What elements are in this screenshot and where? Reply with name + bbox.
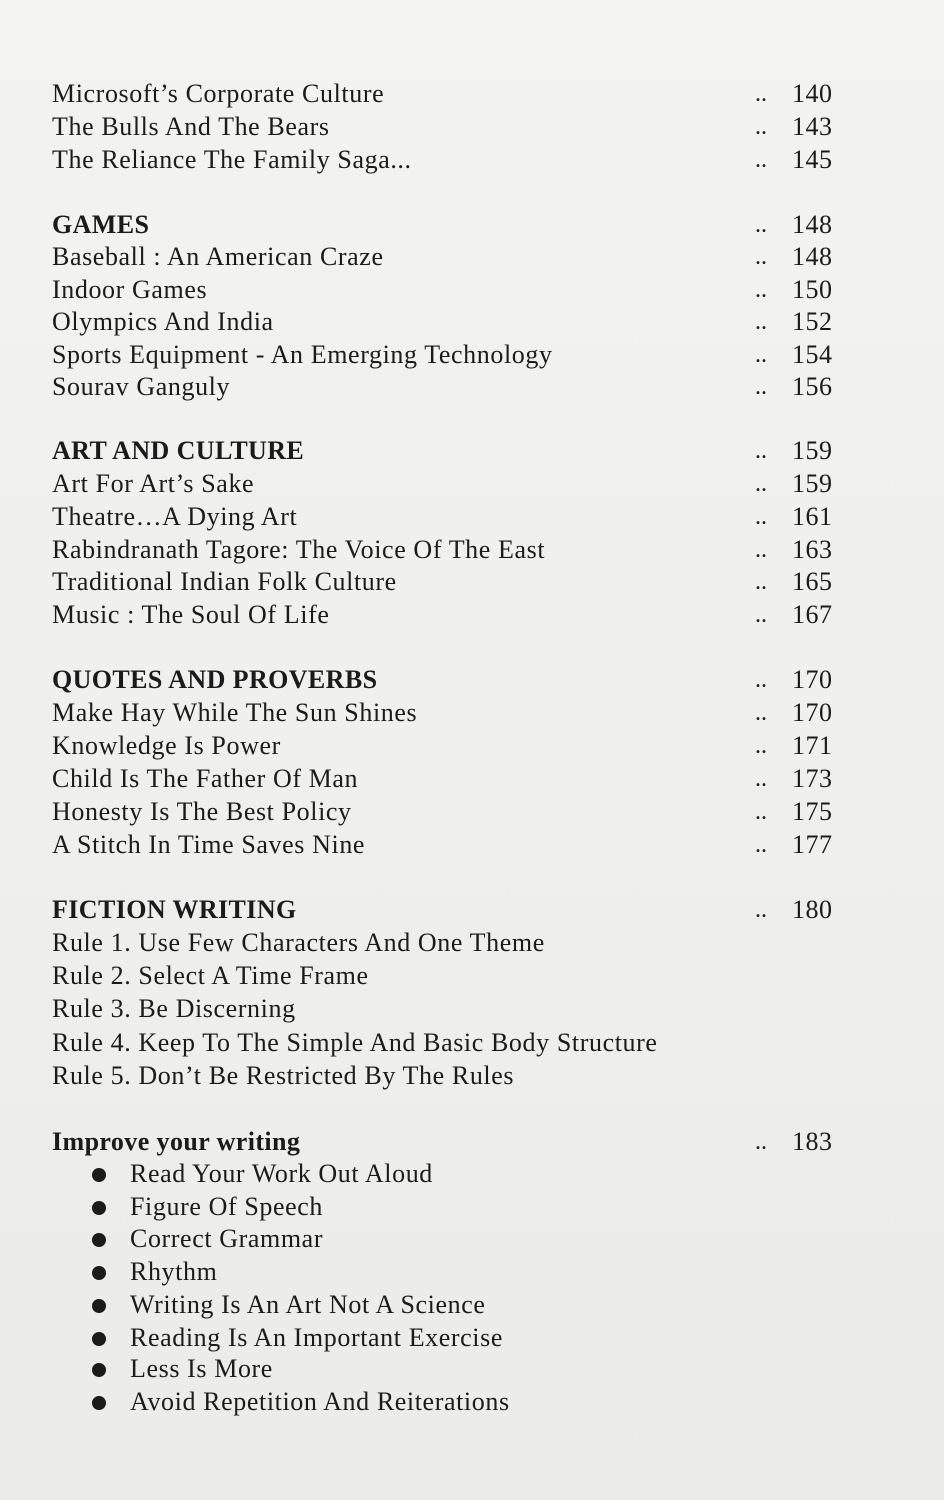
dot-leader: .. xyxy=(755,700,767,726)
entry-title: Baseball : An American Craze xyxy=(52,242,384,271)
entry-title: Rule 5. Don’t Be Restricted By The Rules xyxy=(52,1061,515,1090)
entry-page-number: 161 xyxy=(792,502,833,531)
entry-title: Microsoft’s Corporate Culture xyxy=(52,79,385,108)
dot-leader: .. xyxy=(755,147,767,173)
toc-entry xyxy=(50,241,850,273)
entry-title: Indoor Games xyxy=(52,275,208,304)
section-heading-games xyxy=(50,209,850,241)
entry-page-number: 173 xyxy=(792,764,833,793)
dot-leader: .. xyxy=(755,1129,767,1155)
entry-title: Knowledge Is Power xyxy=(52,731,281,760)
entry-title: Rule 3. Be Discerning xyxy=(52,994,296,1023)
dot-leader: .. xyxy=(755,277,767,303)
entry-title: Rule 4. Keep To The Simple And Basic Body Structure xyxy=(52,1028,658,1057)
bullet-item xyxy=(50,1353,850,1385)
entry-page-number: 177 xyxy=(792,830,833,859)
dot-leader: .. xyxy=(755,799,767,825)
entry-title: Make Hay While The Sun Shines xyxy=(52,698,418,727)
toc-entry xyxy=(50,534,850,566)
entry-page-number: 163 xyxy=(792,535,833,564)
entry-page-number: 156 xyxy=(792,372,833,401)
entry-title: Rabindranath Tagore: The Voice Of The East xyxy=(52,535,546,564)
entry-title: Rule 1. Use Few Characters And One Theme xyxy=(52,928,545,957)
bullet-icon xyxy=(92,1299,106,1313)
entry-title: Art For Art’s Sake xyxy=(52,469,255,498)
dot-leader: .. xyxy=(755,374,767,400)
entry-page-number: 152 xyxy=(792,307,833,336)
toc-entry xyxy=(50,697,850,729)
bullet-icon xyxy=(92,1332,106,1346)
dot-leader: .. xyxy=(755,114,767,140)
section-heading-title: ART AND CULTURE xyxy=(52,436,305,465)
section-heading-quotes-and-proverbs xyxy=(50,664,850,696)
entry-page-number: 165 xyxy=(792,567,833,596)
entry-title: Rule 2. Select A Time Frame xyxy=(52,961,369,990)
section-heading-title: Improve your writing xyxy=(52,1127,301,1156)
toc-entry xyxy=(50,78,850,110)
entry-title: Olympics And India xyxy=(52,307,274,336)
toc-entry xyxy=(50,796,850,828)
entry-page-number: 167 xyxy=(792,600,833,629)
entry-page-number: 145 xyxy=(792,145,833,174)
entry-title: Sports Equipment - An Emerging Technology xyxy=(52,340,553,369)
dot-leader: .. xyxy=(755,438,767,464)
dot-leader: .. xyxy=(755,81,767,107)
section-heading-improve-your-writing xyxy=(50,1126,850,1158)
section-heading-art-and-culture xyxy=(50,435,850,467)
entry-title: Sourav Ganguly xyxy=(52,372,231,401)
bullet-text: Correct Grammar xyxy=(130,1224,324,1253)
dot-leader: .. xyxy=(755,602,767,628)
toc-entry xyxy=(50,468,850,500)
entry-page-number: 148 xyxy=(792,242,833,271)
section-page-number: 183 xyxy=(792,1127,833,1156)
section-heading-title: FICTION WRITING xyxy=(52,895,297,924)
section-heading-fiction-writing xyxy=(50,894,850,926)
toc-entry xyxy=(50,144,850,176)
section-heading-title: QUOTES AND PROVERBS xyxy=(52,665,378,694)
toc-entry xyxy=(50,960,850,992)
entry-title: Theatre…A Dying Art xyxy=(52,502,298,531)
toc-entry xyxy=(50,306,850,338)
toc-entry xyxy=(50,274,850,306)
bullet-text: Rhythm xyxy=(130,1257,218,1286)
dot-leader: .. xyxy=(755,212,767,238)
bullet-item xyxy=(50,1158,850,1190)
section-page-number: 148 xyxy=(792,210,833,239)
bullet-icon xyxy=(92,1363,106,1377)
toc-entry xyxy=(50,339,850,371)
dot-leader: .. xyxy=(755,766,767,792)
dot-leader: .. xyxy=(755,897,767,923)
bullet-icon xyxy=(92,1266,106,1280)
section-heading-title: GAMES xyxy=(52,210,150,239)
section-page-number: 159 xyxy=(792,436,833,465)
entry-page-number: 154 xyxy=(792,340,833,369)
bullet-text: Less Is More xyxy=(130,1354,273,1383)
toc-entry xyxy=(50,371,850,403)
dot-leader: .. xyxy=(755,471,767,497)
toc-entry xyxy=(50,1027,850,1059)
toc-entry xyxy=(50,599,850,631)
section-page-number: 180 xyxy=(792,895,833,924)
entry-title: The Bulls And The Bears xyxy=(52,112,330,141)
bullet-text: Figure Of Speech xyxy=(130,1192,323,1221)
bullet-text: Writing Is An Art Not A Science xyxy=(130,1290,486,1319)
bullet-item xyxy=(50,1289,850,1321)
toc-entry xyxy=(50,111,850,143)
bullet-item xyxy=(50,1322,850,1354)
toc-entry xyxy=(50,993,850,1025)
toc-entry xyxy=(50,829,850,861)
bullet-icon xyxy=(92,1201,106,1215)
entry-title: A Stitch In Time Saves Nine xyxy=(52,830,366,859)
toc-entry xyxy=(50,927,850,959)
dot-leader: .. xyxy=(755,504,767,530)
dot-leader: .. xyxy=(755,832,767,858)
entry-page-number: 140 xyxy=(792,79,833,108)
dot-leader: .. xyxy=(755,667,767,693)
bullet-text: Avoid Repetition And Reiterations xyxy=(130,1387,510,1416)
entry-page-number: 171 xyxy=(792,731,833,760)
entry-page-number: 175 xyxy=(792,797,833,826)
dot-leader: .. xyxy=(755,309,767,335)
bullet-icon xyxy=(92,1233,106,1247)
toc-entry xyxy=(50,1060,850,1092)
toc-entry xyxy=(50,501,850,533)
dot-leader: .. xyxy=(755,569,767,595)
toc-entry xyxy=(50,566,850,598)
dot-leader: .. xyxy=(755,537,767,563)
bullet-text: Reading Is An Important Exercise xyxy=(130,1323,503,1352)
bullet-item xyxy=(50,1386,850,1418)
entry-title: Traditional Indian Folk Culture xyxy=(52,567,397,596)
bullet-text: Read Your Work Out Aloud xyxy=(130,1159,433,1188)
entry-title: Child Is The Father Of Man xyxy=(52,764,359,793)
bullet-item xyxy=(50,1191,850,1223)
bullet-item xyxy=(50,1223,850,1255)
entry-page-number: 143 xyxy=(792,112,833,141)
entry-page-number: 150 xyxy=(792,275,833,304)
bullet-icon xyxy=(92,1396,106,1410)
dot-leader: .. xyxy=(755,342,767,368)
toc-entry xyxy=(50,763,850,795)
entry-page-number: 170 xyxy=(792,698,833,727)
entry-title: The Reliance The Family Saga... xyxy=(52,145,412,174)
dot-leader: .. xyxy=(755,733,767,759)
entry-title: Music : The Soul Of Life xyxy=(52,600,330,629)
entry-title: Honesty Is The Best Policy xyxy=(52,797,352,826)
dot-leader: .. xyxy=(755,244,767,270)
toc-entry xyxy=(50,730,850,762)
bullet-icon xyxy=(92,1168,106,1182)
entry-page-number: 159 xyxy=(792,469,833,498)
section-page-number: 170 xyxy=(792,665,833,694)
bullet-item xyxy=(50,1256,850,1288)
